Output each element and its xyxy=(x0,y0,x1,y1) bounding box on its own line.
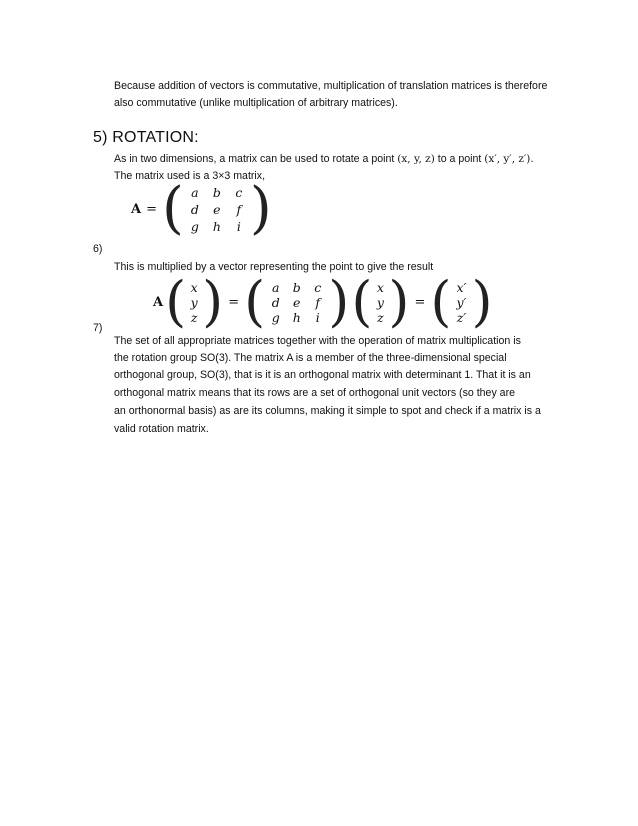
matrix-symbol: A xyxy=(131,201,142,217)
matrix-cell: a xyxy=(191,184,199,200)
vector-cell: y′ xyxy=(456,294,467,310)
rotation-equation xyxy=(153,270,493,333)
vector-xyz xyxy=(186,280,202,325)
vector-cell: y xyxy=(190,294,198,310)
left-paren: ( xyxy=(165,270,187,333)
rotation-line-2: The matrix used is a 3×3 matrix, xyxy=(114,170,266,182)
matrix-cell: f xyxy=(315,294,321,310)
section-number: 5) xyxy=(93,129,108,146)
matrix-cell: g xyxy=(271,309,280,325)
matrix-cell: b xyxy=(212,184,221,200)
left-paren: ( xyxy=(162,176,184,241)
vector-cell: x′ xyxy=(456,279,467,295)
point-xyz-prime: (x′, y′, z′). xyxy=(484,153,534,165)
equation-matrix-cells xyxy=(265,280,328,325)
item-6-number: 6) xyxy=(93,243,103,255)
matrix-a-cells xyxy=(184,185,250,234)
equation-matrix-symbol: A xyxy=(153,294,164,310)
matrix-cell: h xyxy=(212,218,221,234)
item-7-line-3: orthogonal group, SO(3), that is it is an orthogonal matrix with determinant 1. That it is an xyxy=(114,369,531,381)
item-7-number: 7) xyxy=(93,322,103,334)
matrix-cell: b xyxy=(292,279,301,295)
matrix-cell: d xyxy=(190,201,199,217)
item-7-line-6: valid rotation matrix. xyxy=(114,423,209,435)
point-xyz: (x, y, z) xyxy=(397,153,435,165)
right-paren: ) xyxy=(202,270,224,333)
matrix-cell: e xyxy=(293,294,301,310)
vector-cell: z xyxy=(377,309,384,325)
vector-cell: z xyxy=(190,309,198,325)
equals-sign: = xyxy=(146,201,157,217)
vector-xyz-prime xyxy=(451,280,471,325)
vector-cell: x xyxy=(190,279,198,295)
equals-sign: = xyxy=(414,294,426,310)
matrix-a-definition xyxy=(131,176,272,241)
matrix-cell: e xyxy=(213,201,221,217)
rotation-text-a: As in two dimensions, a matrix can be used to rotate a point xyxy=(114,153,395,165)
item-6-text: This is multiplied by a vector representing the point to give the result xyxy=(114,261,434,273)
right-paren: ) xyxy=(249,176,272,241)
equals-sign: = xyxy=(228,294,240,310)
matrix-cell: a xyxy=(272,279,280,295)
vector-xyz-2 xyxy=(372,280,388,325)
matrix-cell: i xyxy=(236,218,241,234)
item-7-line-2: the rotation group SO(3). The matrix A is a member of the three-dimensional special xyxy=(114,352,507,364)
intro-line-1: Because addition of vectors is commutative, multiplication of translation matrices is therefore xyxy=(114,80,548,92)
matrix-cell: g xyxy=(190,218,199,234)
matrix-cell: d xyxy=(271,294,280,310)
matrix-cell: c xyxy=(235,184,243,200)
right-paren: ) xyxy=(388,270,410,333)
left-paren: ( xyxy=(244,270,266,333)
vector-cell: z′ xyxy=(456,309,467,325)
vector-cell: x xyxy=(376,279,384,295)
rotation-text-b: to a point xyxy=(437,153,482,165)
left-paren: ( xyxy=(351,270,373,333)
matrix-cell: i xyxy=(315,309,320,325)
rotation-line-1 xyxy=(114,153,534,166)
item-7-line-4: orthogonal matrix means that its rows are a set of orthogonal unit vectors (so they are xyxy=(114,387,515,399)
matrix-cell: c xyxy=(314,279,322,295)
right-paren: ) xyxy=(471,270,493,333)
section-heading xyxy=(93,129,199,147)
section-title: ROTATION: xyxy=(112,129,199,146)
vector-cell: y xyxy=(376,294,384,310)
item-7-line-1: The set of all appropriate matrices together with the operation of matrix multiplication is xyxy=(114,335,521,347)
intro-line-2: also commutative (unlike multiplication of arbitrary matrices). xyxy=(114,97,398,109)
item-7-line-5: an orthonormal basis) as are its columns, making it simple to spot and check if a matrix is a xyxy=(114,405,541,417)
right-paren: ) xyxy=(328,270,350,333)
left-paren: ( xyxy=(430,270,452,333)
matrix-cell: h xyxy=(292,309,301,325)
matrix-cell: f xyxy=(236,201,242,217)
